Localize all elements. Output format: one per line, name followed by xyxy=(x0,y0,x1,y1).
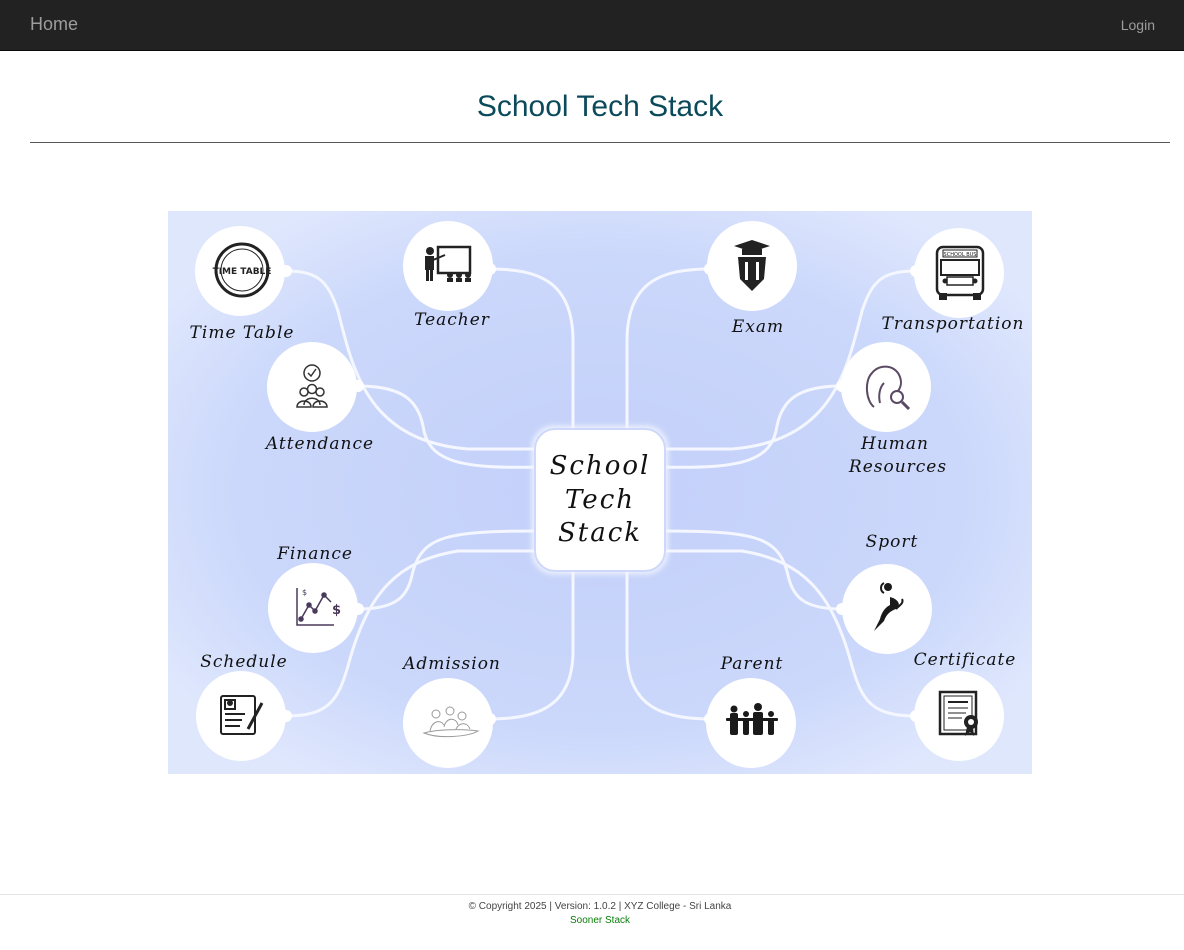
node-label-sport: Sport xyxy=(865,532,919,552)
footer-link[interactable]: Sooner Stack xyxy=(569,915,631,926)
node-label-certificate: Certificate xyxy=(913,650,1017,670)
title-divider xyxy=(30,142,1170,143)
node-label-admission: Admission xyxy=(403,654,501,674)
node-label-teacher: Teacher xyxy=(414,310,490,330)
node-label-human-resources-2: Resources xyxy=(848,457,948,477)
node-label-finance: Finance xyxy=(277,544,353,564)
clock-icon-text: TIME TABLE xyxy=(212,267,272,277)
node-label-exam: Exam xyxy=(731,317,785,337)
node-label-schedule: Schedule xyxy=(200,652,288,672)
footer-divider xyxy=(0,894,1184,895)
center-title-line2: Tech xyxy=(564,485,636,515)
bus-sign-text: SCHOOL BUS xyxy=(943,252,977,258)
center-title-line1: School xyxy=(549,451,651,481)
node-label-parent: Parent xyxy=(720,654,784,674)
node-label-time-table: Time Table xyxy=(189,323,295,343)
node-label-human-resources-1: Human xyxy=(861,434,929,454)
dollar-icon-small: $ xyxy=(302,588,308,597)
page-title: School Tech Stack xyxy=(476,90,724,123)
center-box xyxy=(532,426,668,574)
dollar-icon: $ xyxy=(332,603,342,618)
login-link[interactable]: Login xyxy=(1120,17,1155,33)
home-link[interactable]: Home xyxy=(30,14,79,34)
node-teacher xyxy=(403,221,496,330)
node-label-transportation: Transportation xyxy=(881,314,1025,334)
node-label-attendance: Attendance xyxy=(265,434,375,454)
center-title-line3: Stack xyxy=(557,518,643,548)
navbar xyxy=(0,0,1184,51)
mindmap-image xyxy=(168,211,1032,774)
footer-copyright: © Copyright 2025 | Version: 1.0.2 | XYZ College - Sri Lanka xyxy=(468,901,732,912)
